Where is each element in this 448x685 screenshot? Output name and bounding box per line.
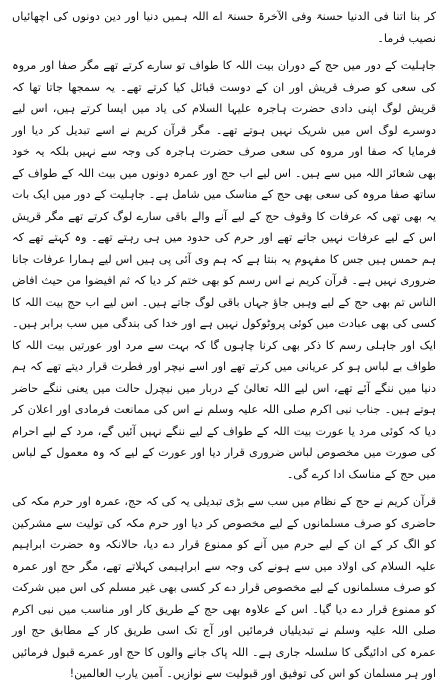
paragraph-quran-hajj-reforms: قرآن کریم نے حج کے نظام میں سب سے بڑی تبدیلی یہ کی کہ حج، عمرہ اور حرم مکہ کی حاضری کو صرف مسلمانوں کے لیے مخصوص کر دیا اور حرم مکہ کی تولیت سے مشرکین کو الگ کر کے ان کے لیے حرم میں آنے کو ممنوع قرار دے دیا، حالانکہ وہ حضرت ابراہیم علیہ السلام کی اولاد میں سے ہونے کی وجہ سے ابراہیمی کہلاتے تھے، مگر حج اور عمرہ کو صرف مسلمانوں کے لیے مخصوص قرار دے کر کسی بھی غیر مسلم کی اس میں شرکت کو ممنوع قرار دے دیا گیا۔ اس کے علاوہ بھی حج کے طریق کار اور مناسب میں نبی اکرم صلی اللہ علیہ وسلم نے تبدیلیاں فرمائیں اور آج تک اسی طریق کار کے مطابق حج اور عمرہ کی ادائیگی کا سلسلہ جاری ہے۔ اللہ پاک جانے والوں کا حج اور عمرے قبول فرمائیں اور ہر مسلمان کو اس کی توفیق اور قبولیت سے نوازیں۔ آمین یارب العالمین!: [12, 495, 436, 680]
paragraph-jahiliyyah-customs: جاہلیت کے دور میں حج کے دوران بیت اللہ کا طواف تو سارے کرتے تھے مگر صفا اور مروہ کی سعی کو صرف قریش اور ان کے دوست قبائل کیا کرتے تھے۔ یہ سمجھا جاتا تھا کہ قریش لوگ اپنی دادی حضرت ہاجرہ علیہا السلام کی یاد میں ایسا کرتے ہیں، اس لیے دوسرے لوگ اس میں شریک نہیں ہوتے تھے۔ مگر قرآن کریم نے اسے تبدیل کر دیا اور فرمایا کہ صفا اور مروہ کی سعی صرف حضرت ہاجرہ کی وجہ سے نہیں بلکہ یہ خود بھی شعائر اللہ میں سے ہیں۔ اس لیے اب حج اور عمرہ دونوں میں بیت اللہ کے طواف کے ساتھ صفا مروہ کی سعی بھی حج کے مناسک میں شامل ہے۔ جاہلیت کے دور میں ایک بات یہ بھی تھی کہ عرفات کا وقوف حج کے لیے آنے والے باقی سارے لوگ کرتے تھے مگر قریش اس کے لیے عرفات نہیں جاتے تھے اور حرم کی حدود میں ہی رہتے تھے۔ وہ کہتے تھے کہ ہم حمس ہیں جس کا مفہوم یہ بنتا ہے کہ ہم وی آئی پی ہیں اس لیے ہمارا عرفات جانا ضروری نہیں ہے۔ قرآن کریم نے اس رسم کو بھی ختم کر دیا کہ ثم افیضوا من حیث افاض الناس تم بھی حج کے لیے وہیں جاؤ جہاں باقی لوگ جاتے ہیں۔ اس لیے اب حج بیت اللہ کا کسی کی بھی عبادت میں کوئی پروٹوکول نہیں ہے اور خدا کی بندگی میں سب برابر ہیں۔ ایک اور جاہلی رسم کا ذکر بھی کرنا چاہوں گا کہ بہت سے مرد اور عورتیں بیت اللہ کا طواف بے لباس ہو کر عریانی میں کرتے تھے اور اسے نیچر اور فطرت قرار دیتے تھے کہ ہم دنیا میں ننگے آئے تھے، اس لیے اللہ تعالیٰ کے دربار میں نیچرل حالت میں یعنی ننگے حاضر ہوتے ہیں۔ جناب نبی اکرم صلی اللہ علیہ وسلم نے اس کی ممانعت فرمادی اور اعلان کر دیا کہ کوئی مرد یا عورت بیت اللہ کے طواف کے لیے ننگے نہیں آئیں گے، مرد کے لیے احرام کی صورت میں مخصوص لباس ضروری قرار دیا اور عورت کے لیے کہ وہ معمول کے لباس میں حج کے مناسک ادا کرے گی۔: [12, 59, 436, 481]
paragraph-dua-closing: کر بنا اتنا فی الدنیا حسنۃ وفی الآخرۃ حسنۃ اے اللہ ہمیں دنیا اور دین دونوں کی اچھائیاں نصیب فرما۔: [12, 10, 436, 45]
